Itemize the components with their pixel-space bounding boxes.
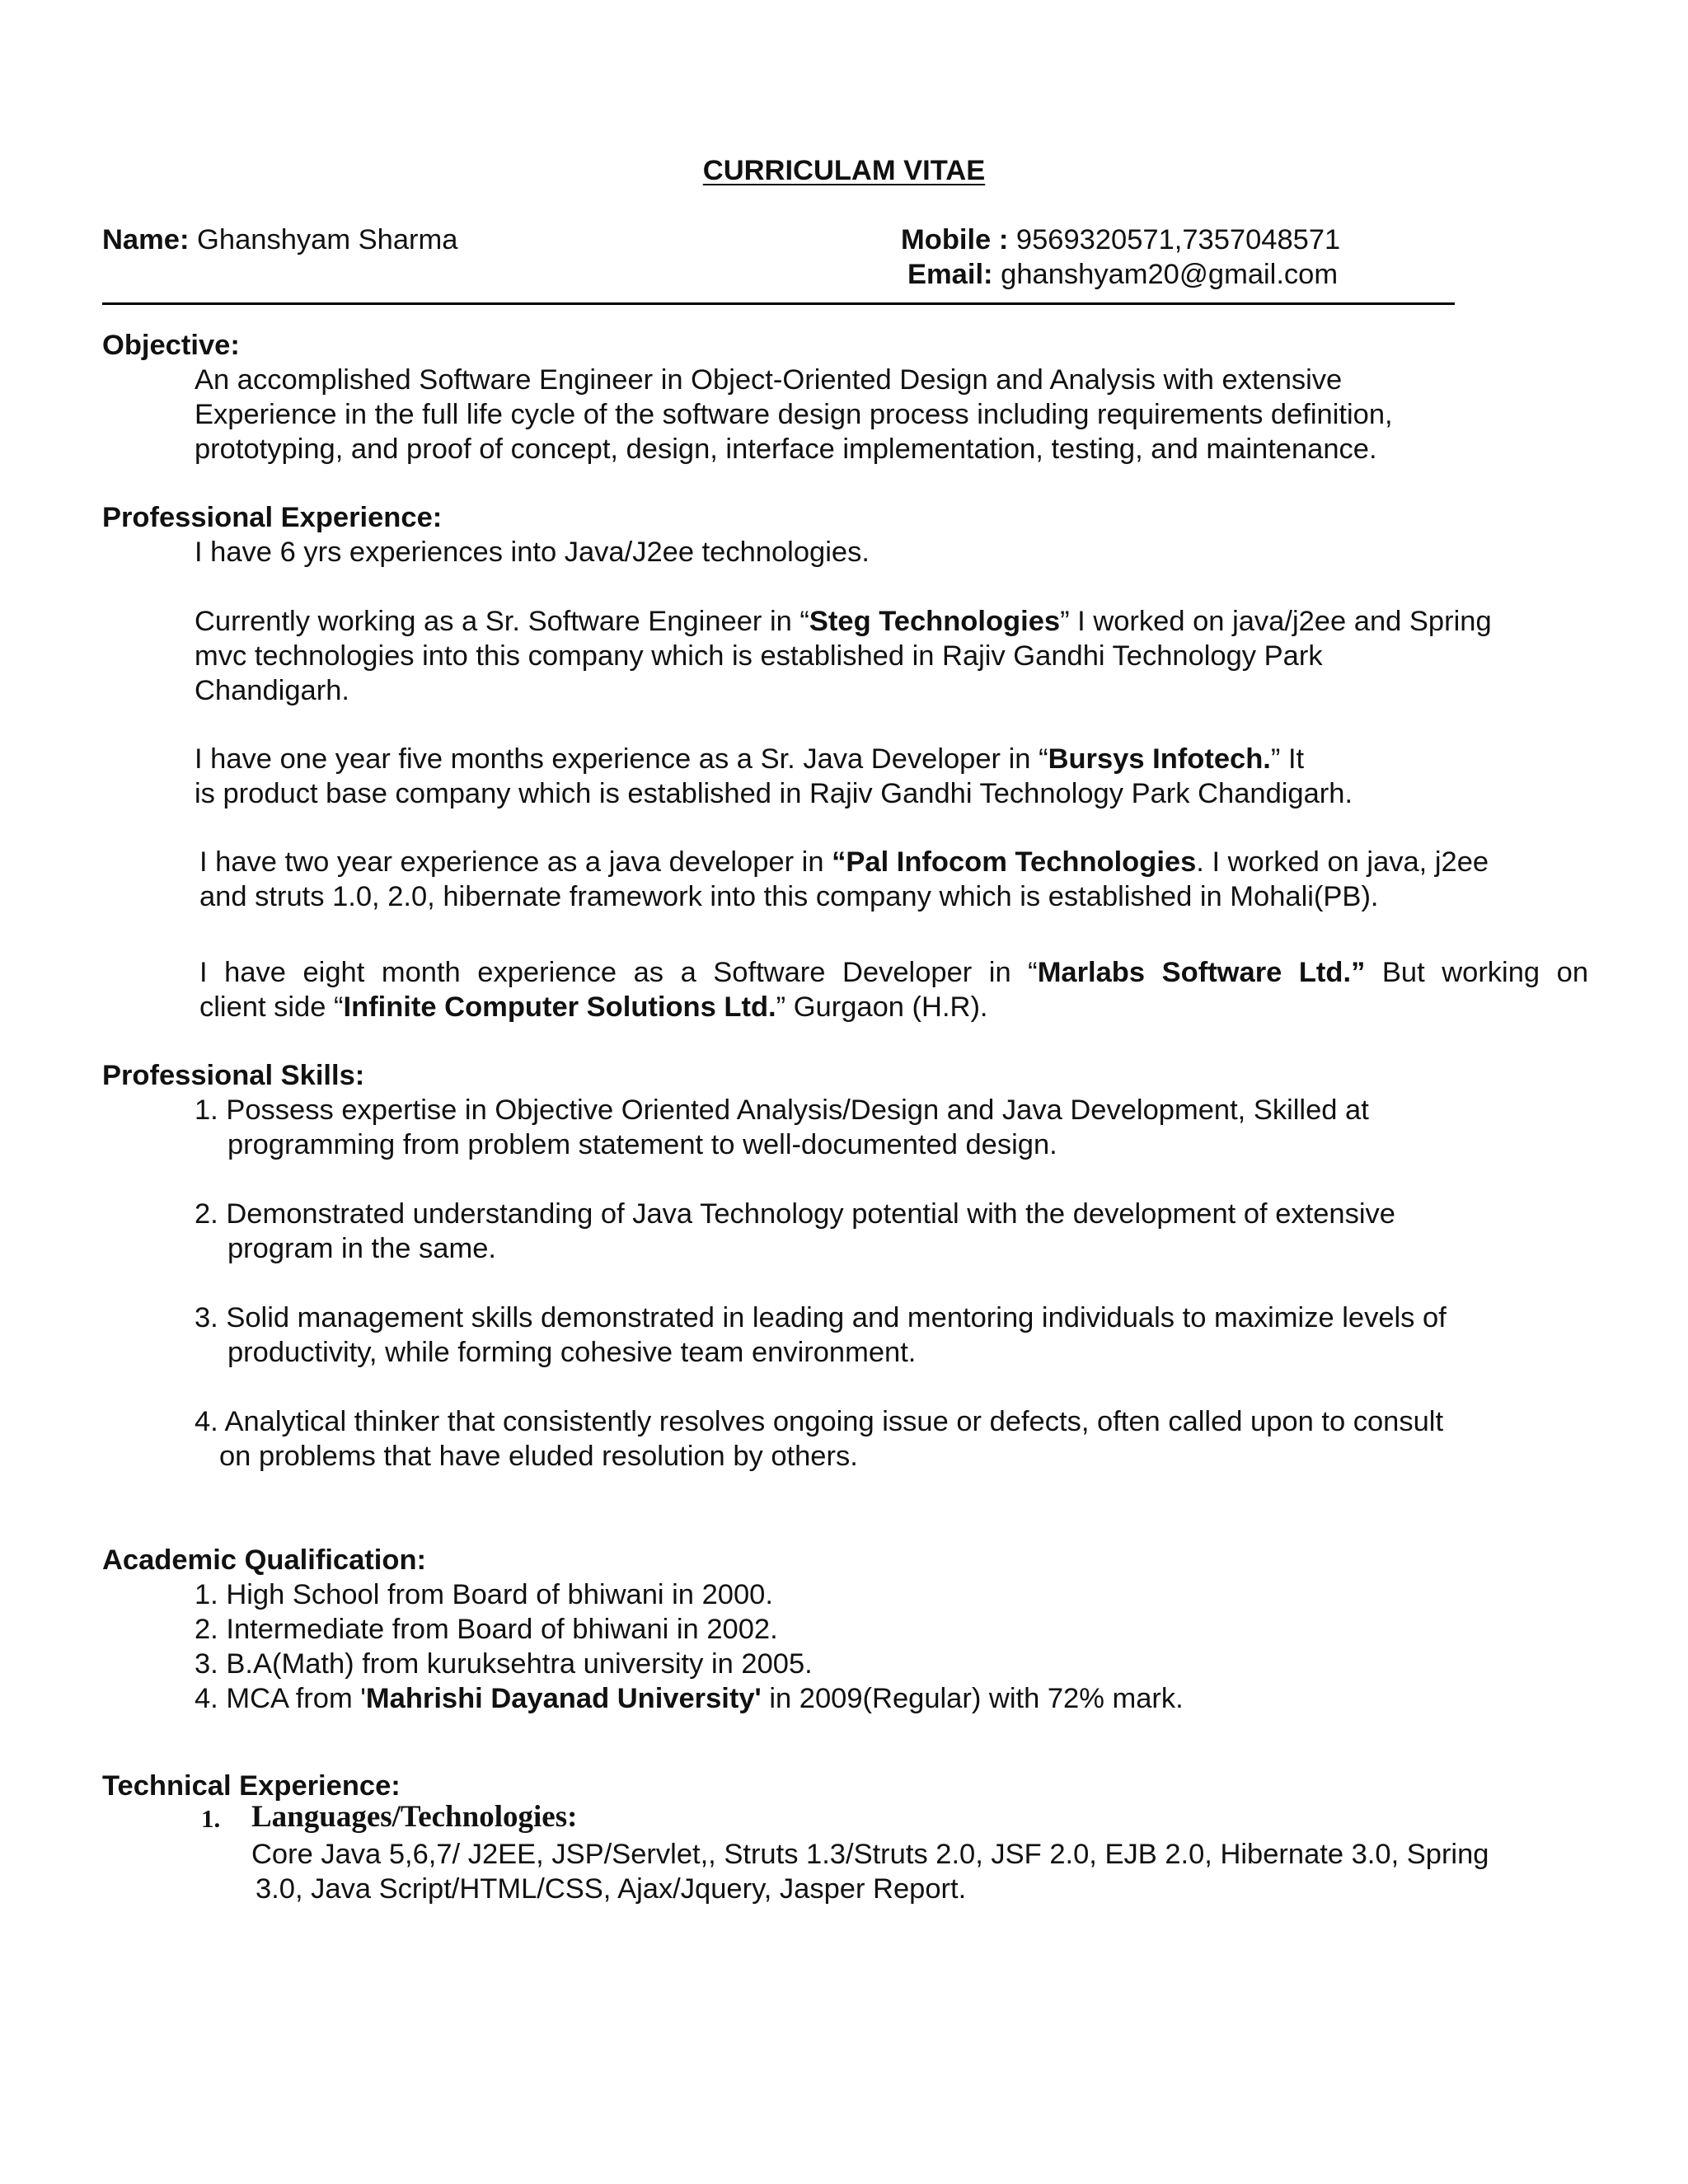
text: client side “ xyxy=(199,991,344,1023)
name-label: Name: xyxy=(102,224,190,255)
academic-item: 1. High School from Board of bhiwani in 2000. xyxy=(195,1579,773,1610)
text: ” It xyxy=(1270,743,1305,775)
text: in 2009(Regular) with 72% mark. xyxy=(761,1683,1184,1714)
text: I have eight month experience as a Software Developer in “ xyxy=(199,957,1038,988)
pal-line xyxy=(199,845,1489,879)
tech-line: 3.0, Java Script/HTML/CSS, Ajax/Jquery, Jasper Report. xyxy=(256,1873,967,1905)
marlabs-line xyxy=(199,990,988,1024)
client-company: Infinite Computer Solutions Ltd. xyxy=(343,991,776,1023)
bursys-line xyxy=(195,742,1304,776)
text: ” I worked on java/j2ee and Spring xyxy=(1060,606,1492,637)
experience-summary: I have 6 yrs experiences into Java/J2ee technologies. xyxy=(195,537,870,568)
header-divider xyxy=(102,302,1455,305)
skill-item: 1. Possess expertise in Objective Oriented Analysis/Design and Java Development, Skilled at xyxy=(195,1094,1369,1126)
tech-sub-number: 1. xyxy=(201,1804,221,1833)
academic-item xyxy=(195,1681,1184,1716)
skill-item: programming from problem statement to well-documented design. xyxy=(227,1129,1057,1160)
steg-line xyxy=(195,604,1492,639)
technical-heading: Technical Experience: xyxy=(102,1770,401,1802)
email-label: Email: xyxy=(907,259,993,290)
objective-line: prototyping, and proof of concept, design, interface implementation, testing, and maintenance. xyxy=(195,434,1377,465)
steg-line: Chandigarh. xyxy=(195,675,349,706)
skill-item: 4. Analytical thinker that consistently resolves ongoing issue or defects, often called upon to consult xyxy=(195,1406,1444,1437)
objective-line: An accomplished Software Engineer in Object-Oriented Design and Analysis with extensive xyxy=(195,364,1343,396)
mobile-value: 9569320571,7357048571 xyxy=(1008,224,1341,255)
text: 4. MCA from ' xyxy=(195,1683,366,1714)
experience-heading: Professional Experience: xyxy=(102,502,443,533)
name-line xyxy=(102,223,457,257)
steg-line: mvc technologies into this company which is established in Rajiv Gandhi Technology Park xyxy=(195,640,1323,672)
pal-company: “Pal Infocom Technologies xyxy=(832,846,1197,878)
text: Currently working as a Sr. Software Engineer in “ xyxy=(195,606,809,637)
university-name: Mahrishi Dayanad University' xyxy=(365,1683,762,1714)
academic-heading: Academic Qualification: xyxy=(102,1544,427,1576)
name-value: Ghanshyam Sharma xyxy=(189,224,458,255)
skill-item: 3. Solid management skills demonstrated in leading and mentoring individuals to maximize levels of xyxy=(195,1302,1447,1333)
text: . I worked on java, j2ee xyxy=(1196,846,1489,878)
objective-heading: Objective: xyxy=(102,330,240,361)
text: I have two year experience as a java developer in xyxy=(199,846,832,878)
document-title: CURRICULAM VITAE xyxy=(702,155,986,186)
mobile-label: Mobile : xyxy=(901,224,1009,255)
text: I have one year five months experience as a Sr. Java Developer in “ xyxy=(195,743,1048,775)
email-value: ghanshyam20@gmail.com xyxy=(992,259,1339,290)
skill-item: program in the same. xyxy=(227,1233,496,1264)
tech-sub-label: Languages/Technologies: xyxy=(251,1800,578,1834)
mobile-line xyxy=(901,223,1340,257)
skill-item: on problems that have eluded resolution by others. xyxy=(219,1441,858,1472)
skill-item: 2. Demonstrated understanding of Java Technology potential with the development of extensive xyxy=(195,1198,1395,1230)
steg-company: Steg Technologies xyxy=(809,606,1061,637)
marlabs-company: Marlabs Software Ltd.” xyxy=(1037,957,1366,988)
text: But working on xyxy=(1365,957,1589,988)
text: ” Gurgaon (H.R). xyxy=(776,991,988,1023)
marlabs-line xyxy=(199,955,1588,990)
email-line xyxy=(907,257,1338,292)
bursys-company: Bursys Infotech. xyxy=(1048,743,1271,775)
academic-item: 3. B.A(Math) from kuruksehtra university in 2005. xyxy=(195,1648,813,1680)
academic-item: 2. Intermediate from Board of bhiwani in 2002. xyxy=(195,1614,778,1645)
bursys-line: is product base company which is established in Rajiv Gandhi Technology Park Chandigarh. xyxy=(195,778,1353,809)
tech-line: Core Java 5,6,7/ J2EE, JSP/Servlet,, Struts 1.3/Struts 2.0, JSF 2.0, EJB 2.0, Hibernate 3.0, Spring xyxy=(251,1839,1489,1870)
pal-line: and struts 1.0, 2.0, hibernate framework into this company which is established in Mohali(PB). xyxy=(199,881,1379,912)
objective-line: Experience in the full life cycle of the software design process including requirements definition, xyxy=(195,399,1393,430)
skills-heading: Professional Skills: xyxy=(102,1060,365,1091)
skill-item: productivity, while forming cohesive team environment. xyxy=(227,1337,917,1368)
